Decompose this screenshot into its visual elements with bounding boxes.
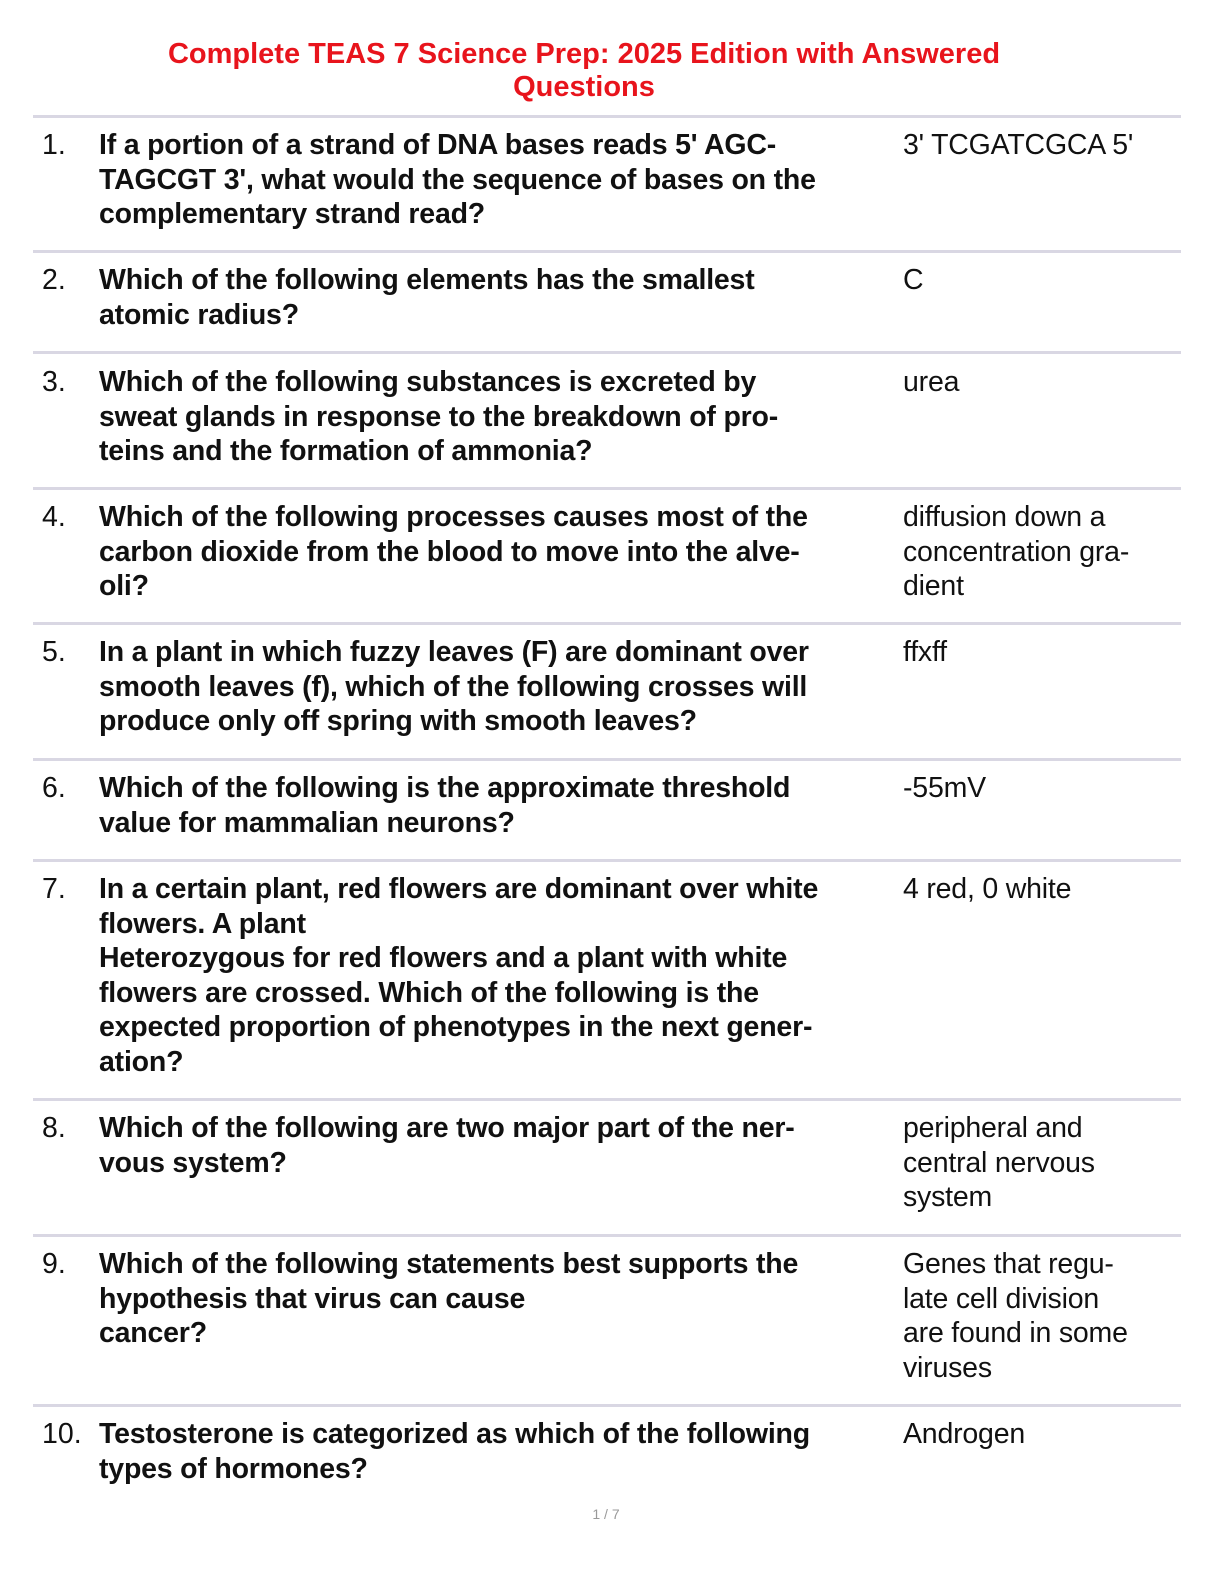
question-line: Which of the following processes causes most of the — [99, 501, 808, 533]
item-number: 10. — [42, 1418, 82, 1450]
question-line: teins and the formation of ammonia? — [99, 435, 593, 467]
question-line: sweat glands in response to the breakdown of pro- — [99, 400, 779, 433]
answer-line: viruses — [903, 1351, 992, 1384]
title-line-2: Questions — [513, 71, 655, 103]
question-line: complementary strand read? — [99, 198, 486, 230]
answer-text — [903, 128, 1181, 163]
question-text — [99, 128, 899, 232]
question-text — [99, 635, 899, 739]
question-line: Heterozygous for red flowers and a plant with white — [99, 942, 788, 974]
question-line: If a portion of a strand of DNA bases reads 5' AGC- — [99, 129, 776, 161]
answer-line: diffusion down a — [903, 501, 1106, 533]
question-line: types of hormones? — [99, 1452, 368, 1485]
divider — [33, 622, 1181, 625]
question-line: carbon dioxide from the blood to move into the alve- — [99, 535, 800, 568]
question-line: Which of the following elements has the smallest — [99, 264, 755, 296]
page-indicator: 1 / 7 — [592, 1506, 620, 1522]
answer-line: Genes that regu- — [903, 1248, 1114, 1280]
title-line-1: Complete TEAS 7 Science Prep: 2025 Edition with Answered — [167, 38, 1001, 70]
question-line: vous system? — [99, 1146, 287, 1179]
question-text — [99, 365, 899, 469]
question-line: flowers. A plant — [99, 907, 306, 940]
answer-line: peripheral and — [903, 1112, 1083, 1144]
answer-line: 4 red, 0 white — [903, 873, 1072, 905]
question-line: hypothesis that virus can cause — [99, 1282, 526, 1315]
divider — [33, 1234, 1181, 1237]
divider — [33, 1098, 1181, 1101]
divider — [33, 250, 1181, 253]
question-line: produce only off spring with smooth leaves? — [99, 705, 697, 737]
question-text — [99, 500, 899, 604]
answer-line: -55mV — [903, 772, 986, 804]
question-text — [99, 1111, 899, 1180]
answer-line: urea — [903, 366, 960, 398]
question-line: Testosterone is categorized as which of the following — [99, 1418, 810, 1450]
question-line: Which of the following are two major part of the ner- — [99, 1112, 795, 1144]
question-line: Which of the following statements best supports the — [99, 1248, 799, 1280]
question-line: TAGCGT 3', what would the sequence of bases on the — [99, 163, 816, 196]
question-text — [99, 872, 899, 1079]
item-number: 7. — [42, 873, 66, 905]
answer-line: Androgen — [903, 1418, 1026, 1450]
answer-text — [903, 1111, 1181, 1215]
question-text — [99, 1417, 899, 1486]
answer-text — [903, 1247, 1181, 1385]
item-number: 8. — [42, 1112, 66, 1144]
document-title — [0, 38, 1168, 104]
answer-text — [903, 872, 1181, 907]
question-text — [99, 1247, 899, 1351]
item-number: 1. — [42, 129, 66, 161]
divider — [33, 487, 1181, 490]
answer-text — [903, 500, 1181, 604]
question-line: Which of the following is the approximate threshold — [99, 772, 791, 804]
answer-line: central nervous — [903, 1146, 1095, 1179]
item-number: 6. — [42, 772, 66, 804]
answer-text — [903, 635, 1181, 670]
item-number: 3. — [42, 366, 66, 398]
answer-line: late cell division — [903, 1282, 1099, 1315]
question-line: oli? — [99, 570, 149, 602]
answer-line: system — [903, 1181, 993, 1213]
divider — [33, 351, 1181, 354]
answer-line: concentration gra- — [903, 535, 1130, 568]
question-line: In a certain plant, red flowers are dominant over white — [99, 873, 819, 905]
item-number: 5. — [42, 636, 66, 668]
question-line: ation? — [99, 1045, 184, 1078]
item-number: 2. — [42, 264, 66, 296]
question-line: flowers are crossed. Which of the following is the — [99, 976, 759, 1009]
answer-line: ffxff — [903, 636, 947, 668]
answer-line: dient — [903, 570, 964, 602]
question-line: Which of the following substances is excreted by — [99, 366, 757, 398]
question-line: value for mammalian neurons? — [99, 806, 515, 839]
item-number: 9. — [42, 1248, 66, 1280]
divider — [33, 758, 1181, 761]
answer-line: C — [903, 264, 924, 296]
question-text — [99, 263, 899, 332]
answer-line: 3' TCGATCGCA 5' — [903, 129, 1134, 161]
divider — [33, 1404, 1181, 1407]
question-line: cancer? — [99, 1317, 207, 1349]
question-line: expected proportion of phenotypes in the next gener- — [99, 1011, 813, 1043]
divider — [33, 115, 1181, 118]
answer-text — [903, 1417, 1181, 1452]
item-number: 4. — [42, 501, 66, 533]
question-line: In a plant in which fuzzy leaves (F) are dominant over — [99, 636, 809, 668]
question-line: smooth leaves (f), which of the following crosses will — [99, 670, 808, 703]
divider — [33, 859, 1181, 862]
question-text — [99, 771, 899, 840]
answer-text — [903, 263, 1181, 298]
question-line: atomic radius? — [99, 298, 299, 331]
answer-text — [903, 771, 1181, 806]
answer-text — [903, 365, 1181, 400]
answer-line: are found in some — [903, 1317, 1128, 1349]
